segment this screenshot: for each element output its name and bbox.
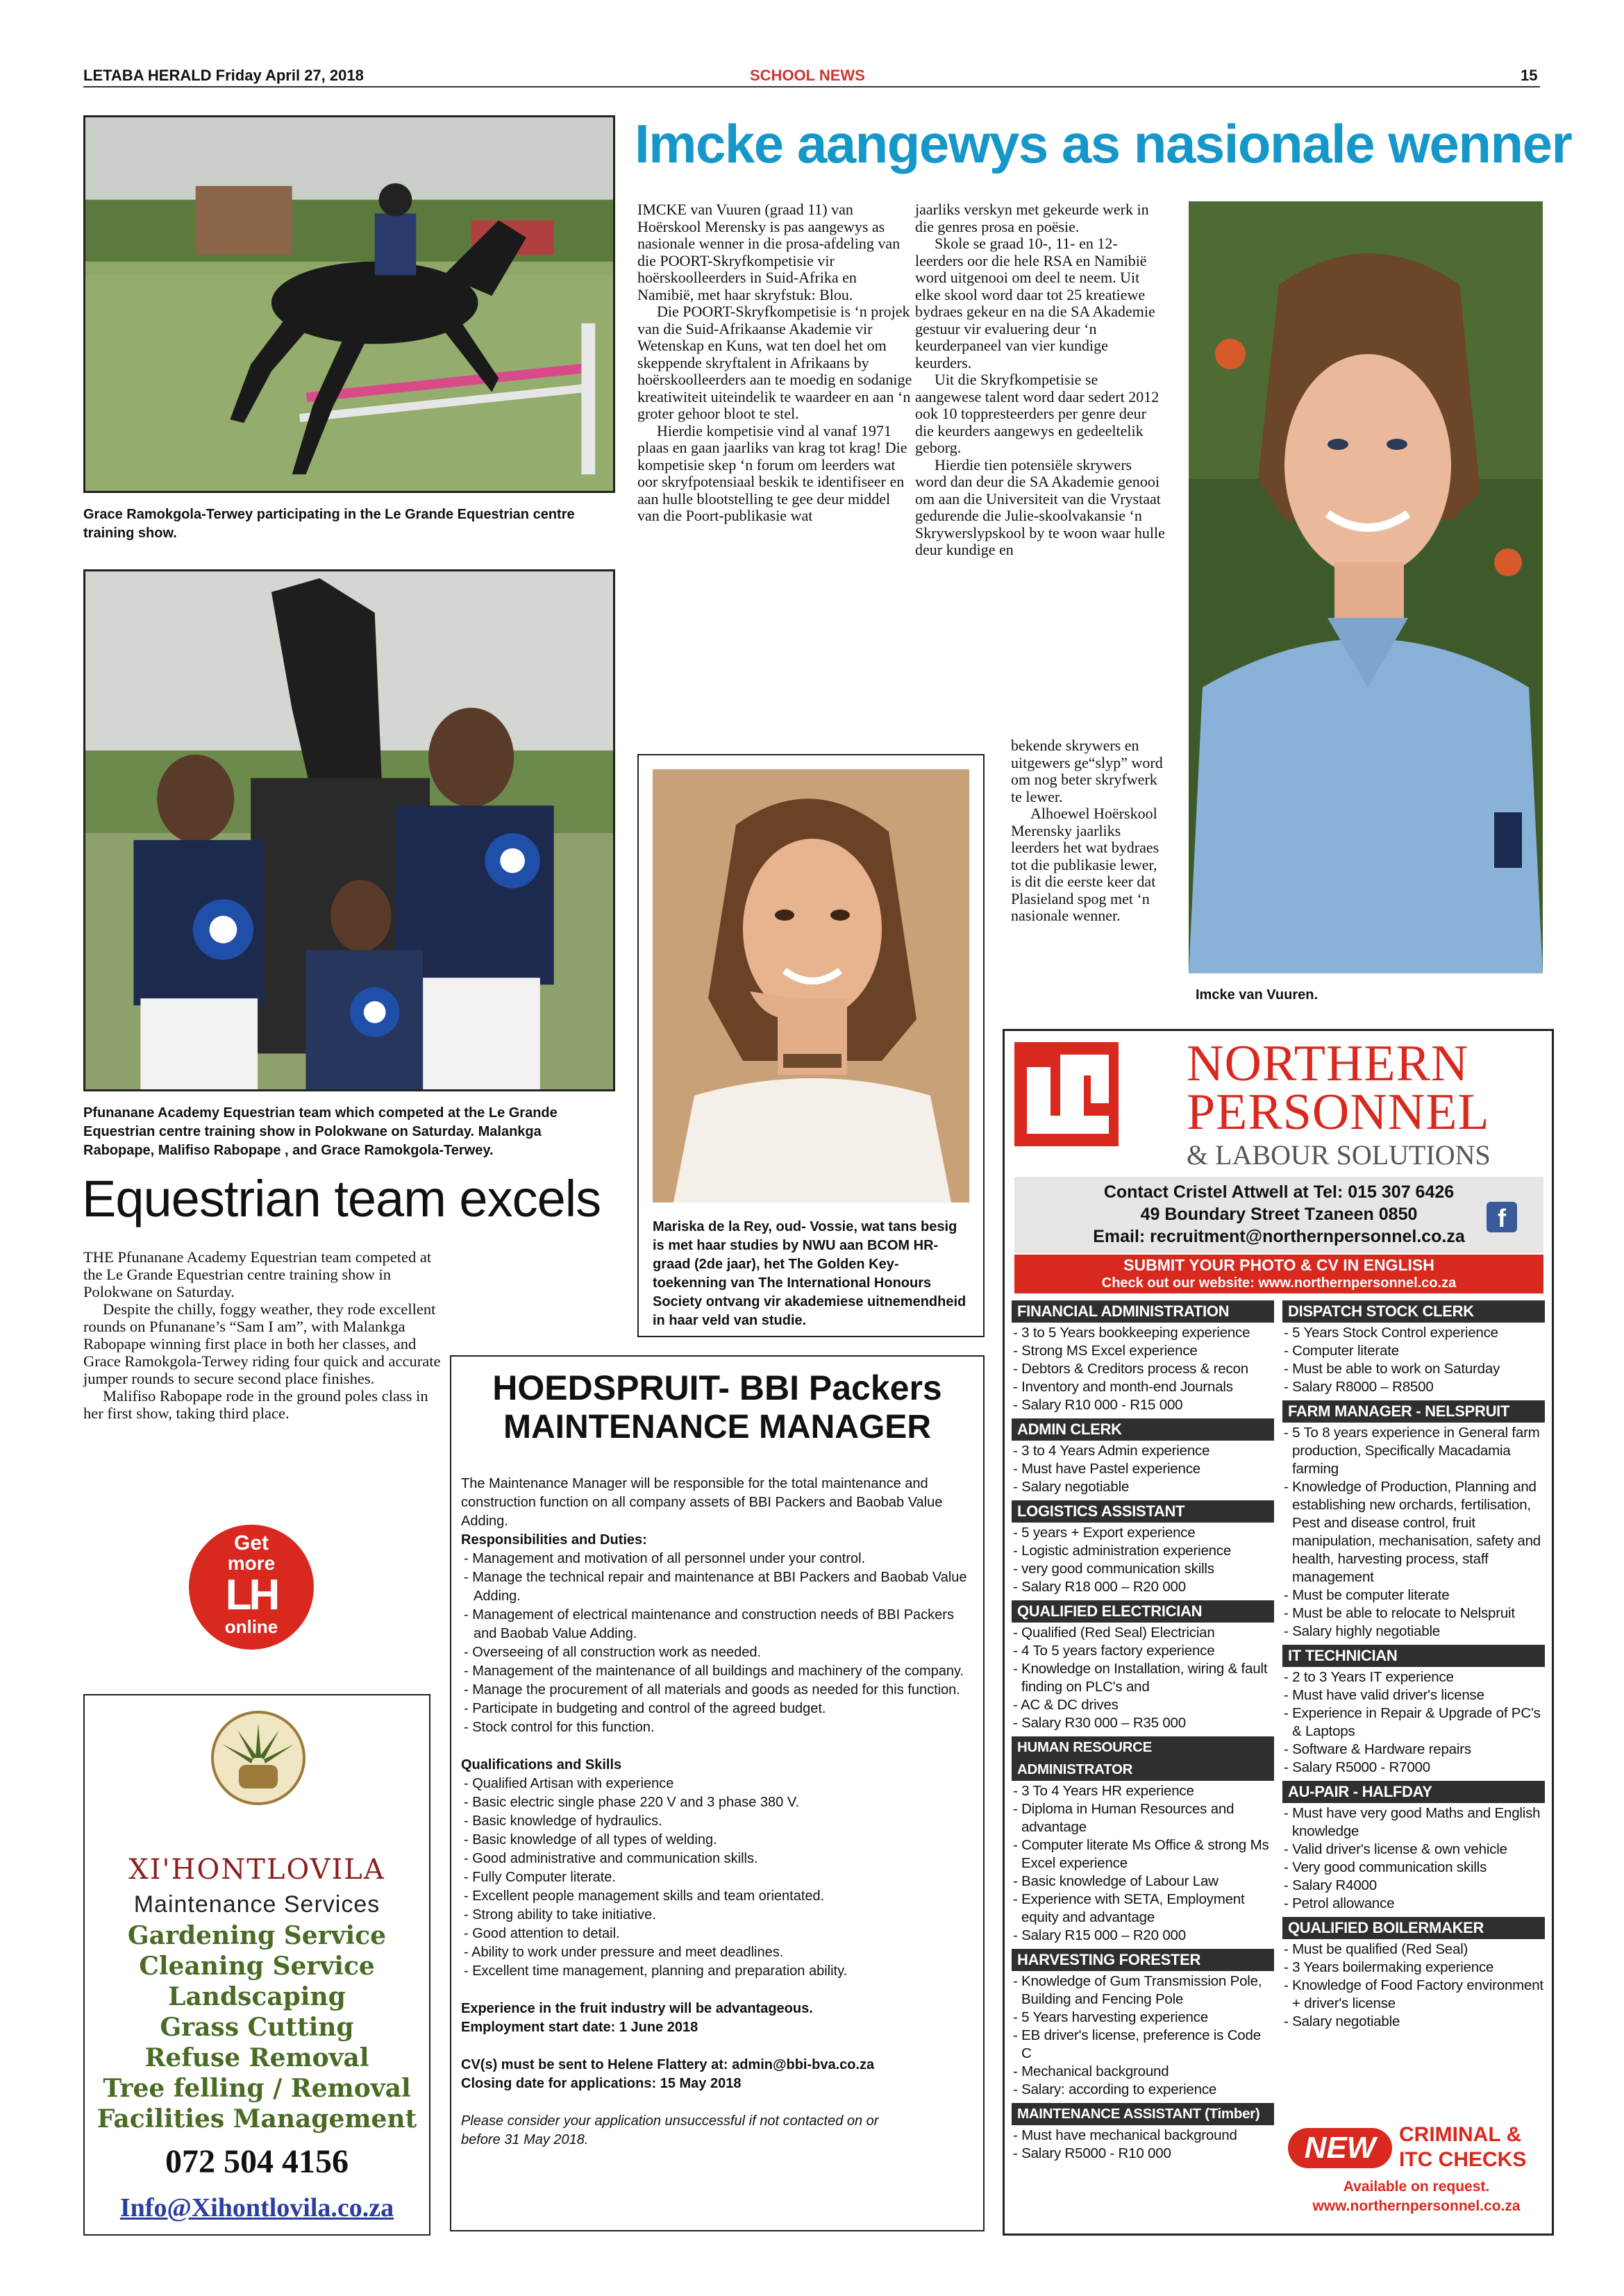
xihontlovila-subtitle: Maintenance Services (133, 1891, 380, 1918)
job-qualified-electrician (1012, 1600, 1274, 1732)
job-requirements (1012, 1972, 1274, 2099)
list-item: - Knowledge of Gum Transmission Pole, Building and Fencing Pole (1012, 1972, 1274, 2009)
list-item: - Mechanical background (1012, 2063, 1274, 2081)
list-item: - AC & DC drives (1012, 1696, 1274, 1714)
list-item: - 5 Years Stock Control experience (1282, 1324, 1545, 1342)
mariska-caption: Mariska de la Rey, oud- Vossie, wat tans besig is met haar studies by NWU aan BCOM HR-graad (2de jaar), het The Golden Key-toekenning van The International Honours Society ontvang vir akademiese uitnemendheid in haar veld van studie. (653, 1219, 966, 1328)
list-item: - Salary negotiable (1012, 1478, 1274, 1496)
imcke-caption: Imcke van Vuuren. (1196, 987, 1318, 1003)
np-left-jobs (1012, 1300, 1274, 2167)
paper-date: LETABA HERALD Friday April 27, 2018 (83, 67, 364, 84)
lh-badge-top: Get (233, 1532, 269, 1555)
imcke-paragraph: bekende skrywers en uitgewers ge“slyp” word om nog beter skryfwerk te lewer. (1011, 737, 1163, 805)
list-item: - Manage the technical repair and maintenance at BBI Packers and Baobab Value Adding. (461, 1568, 968, 1606)
job-title: ADMIN CLERK (1012, 1418, 1274, 1441)
equestrian-headline: Equestrian team excels (82, 1170, 601, 1227)
job-hr-administrator (1012, 1736, 1274, 1945)
service-item: Grass Cutting (160, 2013, 354, 2042)
lh-badge-logo: LH (225, 1571, 278, 1619)
bbi-body (461, 1475, 968, 2150)
np-name-line3: & LABOUR SOLUTIONS (1187, 1139, 1491, 1171)
bbi-resp-heading: Responsibilities and Duties: (461, 1532, 647, 1548)
jumper-caption: Grace Ramokgola-Terwey participating in the Le Grande Equestrian centre training show. (83, 507, 575, 541)
bbi-intro: The Maintenance Manager will be responsible for the total maintenance and construction function on all company assets of BBI Packers and Baobab Value Adding. (461, 1476, 943, 1529)
list-item: - 3 To 4 Years HR experience (1012, 1782, 1274, 1800)
list-item: - Knowledge of Production, Planning and establishing new orchards, fertilisation, Pest and disease control, fruit manipulation, mechanisation, safety and health, harvesting process, staff management (1282, 1478, 1545, 1586)
job-au-pair (1282, 1781, 1545, 1913)
xihontlovila-email[interactable]: Info@Xihontlovila.co.za (119, 2193, 394, 2222)
list-item: - Computer literate Ms Office & strong Ms Excel experience (1012, 1836, 1274, 1872)
bbi-footnote: Please consider your application unsuccessful if not contacted on or before 31 May 2018. (461, 2113, 879, 2147)
list-item: - Diploma in Human Resources and advantage (1012, 1800, 1274, 1836)
imcke-headline: Imcke aangewys as nasionale wenner (635, 113, 1572, 174)
list-item: - 2 to 3 Years IT experience (1282, 1668, 1545, 1686)
bbi-start-date: Employment start date: 1 June 2018 (461, 2020, 698, 2035)
job-requirements (1012, 1782, 1274, 1945)
imcke-col1 (637, 201, 915, 525)
list-item: - Salary negotiable (1282, 2013, 1545, 2031)
list-item: - Debtors & Creditors process & recon (1012, 1360, 1274, 1378)
job-requirements (1012, 1324, 1274, 1414)
list-item: - Excellent people management skills and team orientated. (461, 1887, 968, 1906)
job-requirements (1012, 1442, 1274, 1496)
job-requirements (1012, 1524, 1274, 1596)
bbi-ad (450, 1355, 985, 2231)
bbi-closing-date: Closing date for applications: 15 May 2018 (461, 2076, 742, 2091)
job-maintenance-assistant (1012, 2103, 1274, 2163)
job-title: IT TECHNICIAN (1282, 1645, 1545, 1667)
service-item: Facilities Management (97, 2104, 417, 2134)
list-item: - Qualified Artisan with experience (461, 1775, 968, 1793)
job-logistics-assistant (1012, 1500, 1274, 1596)
job-requirements (1282, 1324, 1545, 1396)
bbi-responsibilities (461, 1550, 968, 1737)
jumper-photo (83, 115, 615, 493)
list-item: - Salary R8000 – R8500 (1282, 1378, 1545, 1396)
list-item: - Excellent time management, planning and preparation ability. (461, 1962, 968, 1981)
job-requirements (1012, 1624, 1274, 1732)
job-requirements (1282, 1804, 1545, 1913)
imcke-paragraph: Skole se graad 10-, 11- en 12-leerders oor die hele RSA en Namibië word uitgenooi om deel te neem. Uit elke skool word daar tot 25 kreatiewe bydraes gekeur en na die SA Akademie gestuur vir evaluering deur ‘n keurderpaneel van vier kundige keurders. (915, 235, 1155, 371)
list-item: - Fully Computer literate. (461, 1868, 968, 1887)
list-item: - Salary R15 000 – R20 000 (1012, 1927, 1274, 1945)
list-item: - Must be qualified (Red Seal) (1282, 1941, 1545, 1959)
team-caption: Pfunanane Academy Equestrian team which competed at the Le Grande Equestrian centre training show in Polokwane on Saturday. Malankga Rabopape, Malifiso Rabopape , and Grace Ramokgola-Terwey. (83, 1105, 558, 1158)
list-item: - Salary highly negotiable (1282, 1623, 1545, 1641)
job-title: FINANCIAL ADMINISTRATION (1012, 1300, 1274, 1323)
np-banner-line1: SUBMIT YOUR PHOTO & CV IN ENGLISH (1123, 1256, 1434, 1274)
job-title: QUALIFIED ELECTRICIAN (1012, 1600, 1274, 1623)
xihontlovila-ad (83, 1694, 430, 2236)
imcke-col2 (915, 201, 1165, 559)
list-item: - Management of electrical maintenance and construction needs of BBI Packers and Baobab Value Adding. (461, 1606, 968, 1643)
equestrian-paragraph: Despite the chilly, foggy weather, they rode excellent rounds on Pfunanane’s “Sam I am”, with Malankga Rabopape winning first place in both her classes, and Grace Ramokgola-Terwey riding four quick and accurate jumper rounds to secure second place finishes. (83, 1300, 441, 1387)
list-item: - Strong ability to take initiative. (461, 1906, 968, 1925)
imcke-paragraph: IMCKE van Vuuren (graad 11) van Hoërskool Merensky is pas aangewys as nasionale wenner in die prosa-afdeling van die POORT-Skryfkompetisie vir hoërskoolleerders in Suid-Afrika en Namibië, met haar skryfstuk: Blou. (637, 201, 901, 303)
np-contact (1014, 1177, 1543, 1253)
list-item: - Knowledge of Food Factory environment + driver's license (1282, 1977, 1545, 2013)
np-banner-line2[interactable]: Check out our website: www.northernpersonnel.co.za (1101, 1275, 1457, 1291)
service-item: Tree felling / Removal (103, 2074, 411, 2103)
list-item: - Computer literate (1282, 1342, 1545, 1360)
team-photo (83, 569, 615, 1091)
list-item: - EB driver's license, preference is Code C (1012, 2027, 1274, 2063)
list-item: - Valid driver's license & own vehicle (1282, 1841, 1545, 1859)
job-title: HARVESTING FORESTER (1012, 1949, 1274, 1971)
xihontlovila-services (85, 1920, 429, 2134)
job-farm-manager (1282, 1400, 1545, 1641)
np-contact-address: 49 Boundary Street Tzaneen 0850 (1140, 1205, 1418, 1224)
list-item: - Very good communication skills (1282, 1859, 1545, 1877)
job-title: AU-PAIR - HALFDAY (1282, 1781, 1545, 1803)
bbi-qual-heading: Qualifications and Skills (461, 1757, 622, 1773)
np-contact-phone[interactable]: Contact Cristel Attwell at Tel: 015 307 6426 (1103, 1182, 1455, 1202)
service-item: Refuse Removal (144, 2043, 369, 2072)
job-requirements (1012, 2127, 1274, 2163)
list-item: - Must have Pastel experience (1012, 1460, 1274, 1478)
list-item: - 4 To 5 years factory experience (1012, 1642, 1274, 1660)
list-item: - Must be able to work on Saturday (1282, 1360, 1545, 1378)
mariska-photo-box (637, 754, 985, 1337)
np-name-line1: NORTHERN (1187, 1035, 1469, 1092)
northern-personnel-ad (1003, 1029, 1554, 2236)
list-item: - Salary R18 000 – R20 000 (1012, 1578, 1274, 1596)
mariska-photo (653, 769, 969, 1203)
np-criminal-line1: CRIMINAL & (1399, 2123, 1522, 2146)
job-requirements (1282, 1941, 1545, 2031)
list-item: - Must have valid driver's license (1282, 1686, 1545, 1704)
xihontlovila-phone[interactable]: 072 504 4156 (165, 2143, 349, 2180)
job-qualified-boilermaker (1282, 1917, 1545, 2031)
list-item: - Experience in Repair & Upgrade of PC's & Laptops (1282, 1704, 1545, 1741)
new-badge: NEW (1288, 2128, 1392, 2168)
np-checks-block (1288, 2122, 1545, 2227)
list-item: - Software & Hardware repairs (1282, 1741, 1545, 1759)
job-title: FARM MANAGER - NELSPRUIT (1282, 1400, 1545, 1423)
list-item: - Basic knowledge of hydraulics. (461, 1812, 968, 1831)
lh-badge-bottom: online (224, 1616, 278, 1637)
list-item: - 5 years + Export experience (1012, 1524, 1274, 1542)
lh-badge-middle: more (227, 1552, 276, 1574)
imcke-photo (1189, 201, 1543, 973)
job-dispatch-stock-clerk (1282, 1300, 1545, 1396)
imcke-col3 (1011, 737, 1165, 925)
list-item: - Salary R5000 - R10 000 (1012, 2145, 1274, 2163)
imcke-paragraph: Die POORT-Skryfkompetisie is ‘n projek van die Suid-Afrikaanse Akademie vir Wetenskap en Kuns, wat ten doel het om skeppende skryftalent in Afrikaans by hoërskoolleerders aan te moedig en sodanige kreatiwiteit uiteindelik te waardeer en aan ‘n groter gehoor bloot te stel. (637, 303, 912, 422)
list-item: - Salary R30 000 – R35 000 (1012, 1714, 1274, 1732)
list-item: - Salary R4000 (1282, 1877, 1545, 1895)
np-banner (1014, 1255, 1543, 1293)
list-item: - Logistic administration experience (1012, 1542, 1274, 1560)
job-title: DISPATCH STOCK CLERK (1282, 1300, 1545, 1323)
list-item: - Overseeing of all construction work as needed. (461, 1643, 968, 1662)
list-item: - Qualified (Red Seal) Electrician (1012, 1624, 1274, 1642)
page-number: 15 (1521, 67, 1538, 84)
list-item: - Must be computer literate (1282, 1586, 1545, 1604)
np-available: Available on request. (1343, 2179, 1490, 2195)
bbi-cv-email[interactable]: CV(s) must be sent to Helene Flattery at: admin@bbi-bva.co.za (461, 2057, 875, 2072)
list-item: - Salary R5000 - R7000 (1282, 1759, 1545, 1777)
np-contact-email[interactable]: Email: recruitment@northernpersonnel.co.za (1093, 1227, 1465, 1246)
list-item: - Knowledge on Installation, wiring & fault finding on PLC's and (1012, 1660, 1274, 1696)
header-rule (83, 86, 1540, 87)
job-title: QUALIFIED BOILERMAKER (1282, 1917, 1545, 1939)
job-harvesting-forester (1012, 1949, 1274, 2099)
job-title: HUMAN RESOURCE ADMINISTRATOR (1012, 1736, 1274, 1781)
np-criminal-line2: ITC CHECKS (1399, 2148, 1527, 2171)
imcke-paragraph: Alhoewel Hoërskool Merensky jaarliks leerders het wat bydraes tot die publikasie lewer, is dit die eerste keer dat Plasieland spog met ‘n nasionale wenner. (1011, 805, 1160, 924)
np-name-line2: PERSONNEL (1187, 1084, 1490, 1141)
list-item: - Petrol allowance (1282, 1895, 1545, 1913)
list-item: - 3 Years boilermaking experience (1282, 1959, 1545, 1977)
list-item: - Basic electric single phase 220 V and 3 phase 380 V. (461, 1793, 968, 1812)
list-item: - Management of the maintenance of all buildings and machinery of the company. (461, 1662, 968, 1681)
bbi-subtitle: MAINTENANCE MANAGER (503, 1409, 931, 1446)
service-item: Gardening Service (127, 1921, 387, 1950)
list-item: - very good communication skills (1012, 1560, 1274, 1578)
bbi-experience: Experience in the fruit industry will be advantageous. (461, 2001, 813, 2016)
list-item: - Inventory and month-end Journals (1012, 1378, 1274, 1396)
service-item: Cleaning Service (139, 1952, 375, 1981)
list-item: - 3 to 5 Years bookkeeping experience (1012, 1324, 1274, 1342)
list-item: - Manage the procurement of all materials and goods as needed for this function. (461, 1681, 968, 1700)
np-logo-icon (1014, 1042, 1119, 1146)
list-item: - Salary: according to experience (1012, 2081, 1274, 2099)
list-item: - Good administrative and communication skills. (461, 1850, 968, 1868)
equestrian-paragraph: Malifiso Rabopape rode in the ground poles class in her first show, taking third place. (83, 1387, 428, 1422)
list-item: - Basic knowledge of Labour Law (1012, 1872, 1274, 1891)
bbi-qualifications (461, 1775, 968, 1981)
job-requirements (1282, 1668, 1545, 1777)
facebook-icon[interactable]: f (1487, 1202, 1517, 1232)
np-right-jobs (1282, 1300, 1545, 2035)
list-item: - Experience with SETA, Employment equity and advantage (1012, 1891, 1274, 1927)
equestrian-paragraph: THE Pfunanane Academy Equestrian team competed at the Le Grande Equestrian centre training show in Polokwane on Saturday. (83, 1248, 432, 1300)
list-item: - Ability to work under pressure and meet deadlines. (461, 1943, 968, 1962)
job-it-technician (1282, 1645, 1545, 1777)
list-item: - Must be able to relocate to Nelspruit (1282, 1604, 1545, 1623)
job-title: MAINTENANCE ASSISTANT (Timber) (1012, 2103, 1274, 2125)
job-title: LOGISTICS ASSISTANT (1012, 1500, 1274, 1523)
list-item: - 5 To 8 years experience in General farm production, Specifically Macadamia farming (1282, 1424, 1545, 1478)
imcke-paragraph: Uit die Skryfkompetisie se aangewese talent word daar sedert 2012 ook 10 toppresteerders per genre deur die keurders aangewys en gedeeltelik geborg. (915, 371, 1160, 456)
list-item: - Must have very good Maths and English knowledge (1282, 1804, 1545, 1841)
equestrian-body (83, 1248, 444, 1422)
list-item: - Basic knowledge of all types of welding. (461, 1831, 968, 1850)
job-requirements (1282, 1424, 1545, 1641)
xihontlovila-logo (189, 1709, 328, 1807)
list-item: - Salary R10 000 - R15 000 (1012, 1396, 1274, 1414)
imcke-paragraph: Hierdie kompetisie vind al vanaf 1971 plaas en gaan jaarliks van krag tot krag! Die kompetisie skep ‘n forum om leerders wat oor skryfpotensiaal beskik te identifiseer en aan hulle blootstelling te gee deur middel van die Poort-publikasie wat (637, 421, 907, 524)
list-item: - Good attention to detail. (461, 1925, 968, 1943)
service-item: Landscaping (168, 1982, 346, 2011)
bbi-title: HOEDSPRUIT- BBI Packers (492, 1368, 942, 1407)
list-item: - 5 Years harvesting experience (1012, 2009, 1274, 2027)
np-website[interactable]: www.northernpersonnel.co.za (1312, 2198, 1521, 2214)
job-financial-admin (1012, 1300, 1274, 1414)
xihontlovila-name: XI'HONTLOVILA (128, 1854, 385, 1886)
list-item: - Stock control for this function. (461, 1718, 968, 1737)
list-item: - Strong MS Excel experience (1012, 1342, 1274, 1360)
job-admin-clerk (1012, 1418, 1274, 1496)
section-name: SCHOOL NEWS (750, 67, 865, 84)
list-item: - Participate in budgeting and control of the agreed budget. (461, 1700, 968, 1718)
imcke-paragraph: Hierdie tien potensiële skrywers word dan deur die SA Akademie genooi om aan die Universiteit van die Vrystaat gedurende die Julie-skoolvakansie ‘n Skrywerslypskool by te woon waar hulle deur kundige en (915, 455, 1165, 558)
imcke-paragraph: jaarliks verskyn met gekeurde werk in die genres prosa en poësie. (915, 201, 1149, 235)
list-item: - Must have mechanical background (1012, 2127, 1274, 2145)
lh-online-badge[interactable] (189, 1525, 314, 1650)
list-item: - 3 to 4 Years Admin experience (1012, 1442, 1274, 1460)
list-item: - Management and motivation of all personnel under your control. (461, 1550, 968, 1568)
